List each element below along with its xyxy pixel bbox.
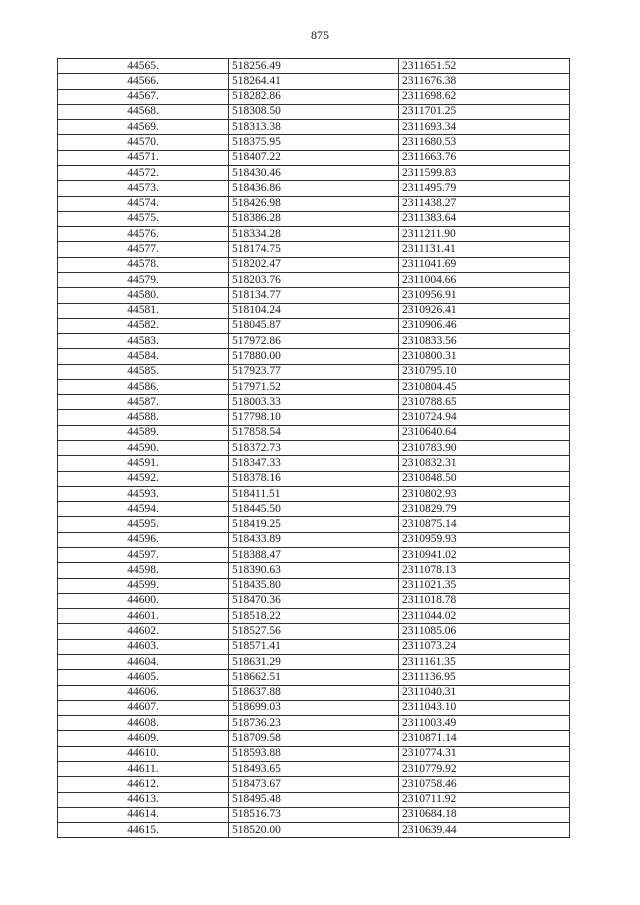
table-row [58, 196, 570, 211]
y-coordinate-cell: 2311701.25 [399, 104, 570, 119]
x-coordinate-cell: 518203.76 [229, 272, 399, 287]
point-number-cell: 44592. [58, 471, 229, 486]
table-row [58, 685, 570, 700]
y-coordinate-cell: 2310906.46 [399, 318, 570, 333]
table-row [58, 639, 570, 654]
point-number-cell: 44608. [58, 716, 229, 731]
x-coordinate-cell: 518709.58 [229, 731, 399, 746]
table-row [58, 410, 570, 425]
table-row [58, 227, 570, 242]
point-number-cell: 44568. [58, 104, 229, 119]
point-number-cell: 44600. [58, 593, 229, 608]
page-number: 875 [311, 28, 329, 42]
table-row [58, 379, 570, 394]
y-coordinate-cell: 2310800.31 [399, 349, 570, 364]
x-coordinate-cell: 518378.16 [229, 471, 399, 486]
table-row [58, 334, 570, 349]
x-coordinate-cell: 518637.88 [229, 685, 399, 700]
table-row [58, 532, 570, 547]
x-coordinate-cell: 517858.54 [229, 425, 399, 440]
y-coordinate-cell: 2310795.10 [399, 364, 570, 379]
point-number-cell: 44609. [58, 731, 229, 746]
table-row [58, 257, 570, 272]
y-coordinate-cell: 2310871.14 [399, 731, 570, 746]
table-row [58, 593, 570, 608]
x-coordinate-cell: 518386.28 [229, 211, 399, 226]
y-coordinate-cell: 2311085.06 [399, 624, 570, 639]
y-coordinate-cell: 2310829.79 [399, 502, 570, 517]
y-coordinate-cell: 2310832.31 [399, 456, 570, 471]
point-number-cell: 44590. [58, 441, 229, 456]
point-number-cell: 44593. [58, 486, 229, 501]
x-coordinate-cell: 518662.51 [229, 670, 399, 685]
table-row [58, 746, 570, 761]
y-coordinate-cell: 2311495.79 [399, 181, 570, 196]
point-number-cell: 44588. [58, 410, 229, 425]
x-coordinate-cell: 518527.56 [229, 624, 399, 639]
x-coordinate-cell: 518308.50 [229, 104, 399, 119]
x-coordinate-cell: 517923.77 [229, 364, 399, 379]
y-coordinate-cell: 2311131.41 [399, 242, 570, 257]
x-coordinate-cell: 518430.46 [229, 165, 399, 180]
table-row [58, 792, 570, 807]
table-row [58, 486, 570, 501]
coordinates-table [57, 58, 570, 838]
y-coordinate-cell: 2311161.35 [399, 654, 570, 669]
x-coordinate-cell: 518347.33 [229, 456, 399, 471]
y-coordinate-cell: 2310959.93 [399, 532, 570, 547]
point-number-cell: 44595. [58, 517, 229, 532]
x-coordinate-cell: 518282.86 [229, 89, 399, 104]
point-number-cell: 44579. [58, 272, 229, 287]
table-row [58, 181, 570, 196]
x-coordinate-cell: 518388.47 [229, 548, 399, 563]
y-coordinate-cell: 2311021.35 [399, 578, 570, 593]
x-coordinate-cell: 518313.38 [229, 120, 399, 135]
point-number-cell: 44581. [58, 303, 229, 318]
y-coordinate-cell: 2311041.69 [399, 257, 570, 272]
point-number-cell: 44584. [58, 349, 229, 364]
point-number-cell: 44583. [58, 334, 229, 349]
y-coordinate-cell: 2311676.38 [399, 74, 570, 89]
x-coordinate-cell: 518436.86 [229, 181, 399, 196]
table-row [58, 59, 570, 74]
x-coordinate-cell: 517798.10 [229, 410, 399, 425]
table-row [58, 609, 570, 624]
point-number-cell: 44571. [58, 150, 229, 165]
point-number-cell: 44611. [58, 761, 229, 776]
point-number-cell: 44603. [58, 639, 229, 654]
x-coordinate-cell: 518433.89 [229, 532, 399, 547]
x-coordinate-cell: 518473.67 [229, 777, 399, 792]
point-number-cell: 44586. [58, 379, 229, 394]
point-number-cell: 44606. [58, 685, 229, 700]
point-number-cell: 44591. [58, 456, 229, 471]
x-coordinate-cell: 518372.73 [229, 441, 399, 456]
y-coordinate-cell: 2310802.93 [399, 486, 570, 501]
table-row [58, 150, 570, 165]
y-coordinate-cell: 2310941.02 [399, 548, 570, 563]
point-number-cell: 44567. [58, 89, 229, 104]
table-row [58, 318, 570, 333]
x-coordinate-cell: 518435.80 [229, 578, 399, 593]
x-coordinate-cell: 518571.41 [229, 639, 399, 654]
x-coordinate-cell: 518045.87 [229, 318, 399, 333]
y-coordinate-cell: 2311073.24 [399, 639, 570, 654]
y-coordinate-cell: 2310711.92 [399, 792, 570, 807]
point-number-cell: 44565. [58, 59, 229, 74]
x-coordinate-cell: 517880.00 [229, 349, 399, 364]
table-row [58, 548, 570, 563]
point-number-cell: 44587. [58, 395, 229, 410]
point-number-cell: 44614. [58, 807, 229, 822]
point-number-cell: 44589. [58, 425, 229, 440]
point-number-cell: 44604. [58, 654, 229, 669]
table-row [58, 104, 570, 119]
table-row [58, 624, 570, 639]
table-row [58, 120, 570, 135]
y-coordinate-cell: 2311040.31 [399, 685, 570, 700]
x-coordinate-cell: 518390.63 [229, 563, 399, 578]
point-number-cell: 44570. [58, 135, 229, 150]
y-coordinate-cell: 2310804.45 [399, 379, 570, 394]
point-number-cell: 44585. [58, 364, 229, 379]
y-coordinate-cell: 2310774.31 [399, 746, 570, 761]
table-row [58, 777, 570, 792]
y-coordinate-cell: 2310639.44 [399, 823, 570, 838]
x-coordinate-cell: 518134.77 [229, 288, 399, 303]
y-coordinate-cell: 2310956.91 [399, 288, 570, 303]
x-coordinate-cell: 518104.24 [229, 303, 399, 318]
x-coordinate-cell: 518003.33 [229, 395, 399, 410]
point-number-cell: 44607. [58, 700, 229, 715]
y-coordinate-cell: 2310684.18 [399, 807, 570, 822]
table-row [58, 441, 570, 456]
table-row [58, 517, 570, 532]
point-number-cell: 44613. [58, 792, 229, 807]
y-coordinate-cell: 2310875.14 [399, 517, 570, 532]
point-number-cell: 44598. [58, 563, 229, 578]
point-number-cell: 44594. [58, 502, 229, 517]
x-coordinate-cell: 518264.41 [229, 74, 399, 89]
x-coordinate-cell: 518518.22 [229, 609, 399, 624]
y-coordinate-cell: 2310779.92 [399, 761, 570, 776]
point-number-cell: 44596. [58, 532, 229, 547]
point-number-cell: 44572. [58, 165, 229, 180]
y-coordinate-cell: 2311078.13 [399, 563, 570, 578]
x-coordinate-cell: 518256.49 [229, 59, 399, 74]
x-coordinate-cell: 518520.00 [229, 823, 399, 838]
y-coordinate-cell: 2311698.62 [399, 89, 570, 104]
point-number-cell: 44575. [58, 211, 229, 226]
y-coordinate-cell: 2311018.78 [399, 593, 570, 608]
y-coordinate-cell: 2311680.53 [399, 135, 570, 150]
table-row [58, 211, 570, 226]
point-number-cell: 44566. [58, 74, 229, 89]
point-number-cell: 44577. [58, 242, 229, 257]
table-row [58, 823, 570, 838]
y-coordinate-cell: 2310833.56 [399, 334, 570, 349]
y-coordinate-cell: 2311136.95 [399, 670, 570, 685]
y-coordinate-cell: 2311043.10 [399, 700, 570, 715]
x-coordinate-cell: 518426.98 [229, 196, 399, 211]
table-row [58, 456, 570, 471]
point-number-cell: 44576. [58, 227, 229, 242]
x-coordinate-cell: 518699.03 [229, 700, 399, 715]
table-row [58, 807, 570, 822]
point-number-cell: 44573. [58, 181, 229, 196]
x-coordinate-cell: 518445.50 [229, 502, 399, 517]
x-coordinate-cell: 518631.29 [229, 654, 399, 669]
y-coordinate-cell: 2310758.46 [399, 777, 570, 792]
y-coordinate-cell: 2310788.65 [399, 395, 570, 410]
y-coordinate-cell: 2310724.94 [399, 410, 570, 425]
point-number-cell: 44601. [58, 609, 229, 624]
table-row [58, 303, 570, 318]
table-row [58, 731, 570, 746]
table-row [58, 395, 570, 410]
y-coordinate-cell: 2311663.76 [399, 150, 570, 165]
x-coordinate-cell: 517971.52 [229, 379, 399, 394]
table-row [58, 471, 570, 486]
x-coordinate-cell: 518411.51 [229, 486, 399, 501]
y-coordinate-cell: 2310848.50 [399, 471, 570, 486]
table-row [58, 761, 570, 776]
point-number-cell: 44569. [58, 120, 229, 135]
x-coordinate-cell: 518419.25 [229, 517, 399, 532]
y-coordinate-cell: 2310926.41 [399, 303, 570, 318]
y-coordinate-cell: 2311044.02 [399, 609, 570, 624]
table-row [58, 700, 570, 715]
y-coordinate-cell: 2311599.83 [399, 165, 570, 180]
y-coordinate-cell: 2311438.27 [399, 196, 570, 211]
x-coordinate-cell: 518334.28 [229, 227, 399, 242]
table-row [58, 242, 570, 257]
point-number-cell: 44599. [58, 578, 229, 593]
table-row [58, 425, 570, 440]
x-coordinate-cell: 518375.95 [229, 135, 399, 150]
point-number-cell: 44597. [58, 548, 229, 563]
y-coordinate-cell: 2311651.52 [399, 59, 570, 74]
x-coordinate-cell: 518407.22 [229, 150, 399, 165]
point-number-cell: 44605. [58, 670, 229, 685]
x-coordinate-cell: 518593.88 [229, 746, 399, 761]
point-number-cell: 44582. [58, 318, 229, 333]
y-coordinate-cell: 2311003.49 [399, 716, 570, 731]
point-number-cell: 44578. [58, 257, 229, 272]
x-coordinate-cell: 518470.36 [229, 593, 399, 608]
x-coordinate-cell: 518174.75 [229, 242, 399, 257]
point-number-cell: 44612. [58, 777, 229, 792]
table-row [58, 670, 570, 685]
x-coordinate-cell: 518493.65 [229, 761, 399, 776]
table-row [58, 563, 570, 578]
x-coordinate-cell: 517972.86 [229, 334, 399, 349]
table-row [58, 364, 570, 379]
table-row [58, 288, 570, 303]
table-row [58, 502, 570, 517]
y-coordinate-cell: 2310640.64 [399, 425, 570, 440]
table-row [58, 135, 570, 150]
point-number-cell: 44574. [58, 196, 229, 211]
point-number-cell: 44615. [58, 823, 229, 838]
x-coordinate-cell: 518495.48 [229, 792, 399, 807]
table-row [58, 165, 570, 180]
table-row [58, 349, 570, 364]
table-row [58, 578, 570, 593]
point-number-cell: 44580. [58, 288, 229, 303]
y-coordinate-cell: 2311211.90 [399, 227, 570, 242]
y-coordinate-cell: 2311004.66 [399, 272, 570, 287]
x-coordinate-cell: 518736.23 [229, 716, 399, 731]
x-coordinate-cell: 518202.47 [229, 257, 399, 272]
x-coordinate-cell: 518516.73 [229, 807, 399, 822]
y-coordinate-cell: 2310783.90 [399, 441, 570, 456]
table-row [58, 654, 570, 669]
table-row [58, 74, 570, 89]
point-number-cell: 44610. [58, 746, 229, 761]
table-row [58, 272, 570, 287]
y-coordinate-cell: 2311383.64 [399, 211, 570, 226]
table-row [58, 89, 570, 104]
table-row [58, 716, 570, 731]
point-number-cell: 44602. [58, 624, 229, 639]
y-coordinate-cell: 2311693.34 [399, 120, 570, 135]
coordinates-table-body [58, 59, 570, 838]
